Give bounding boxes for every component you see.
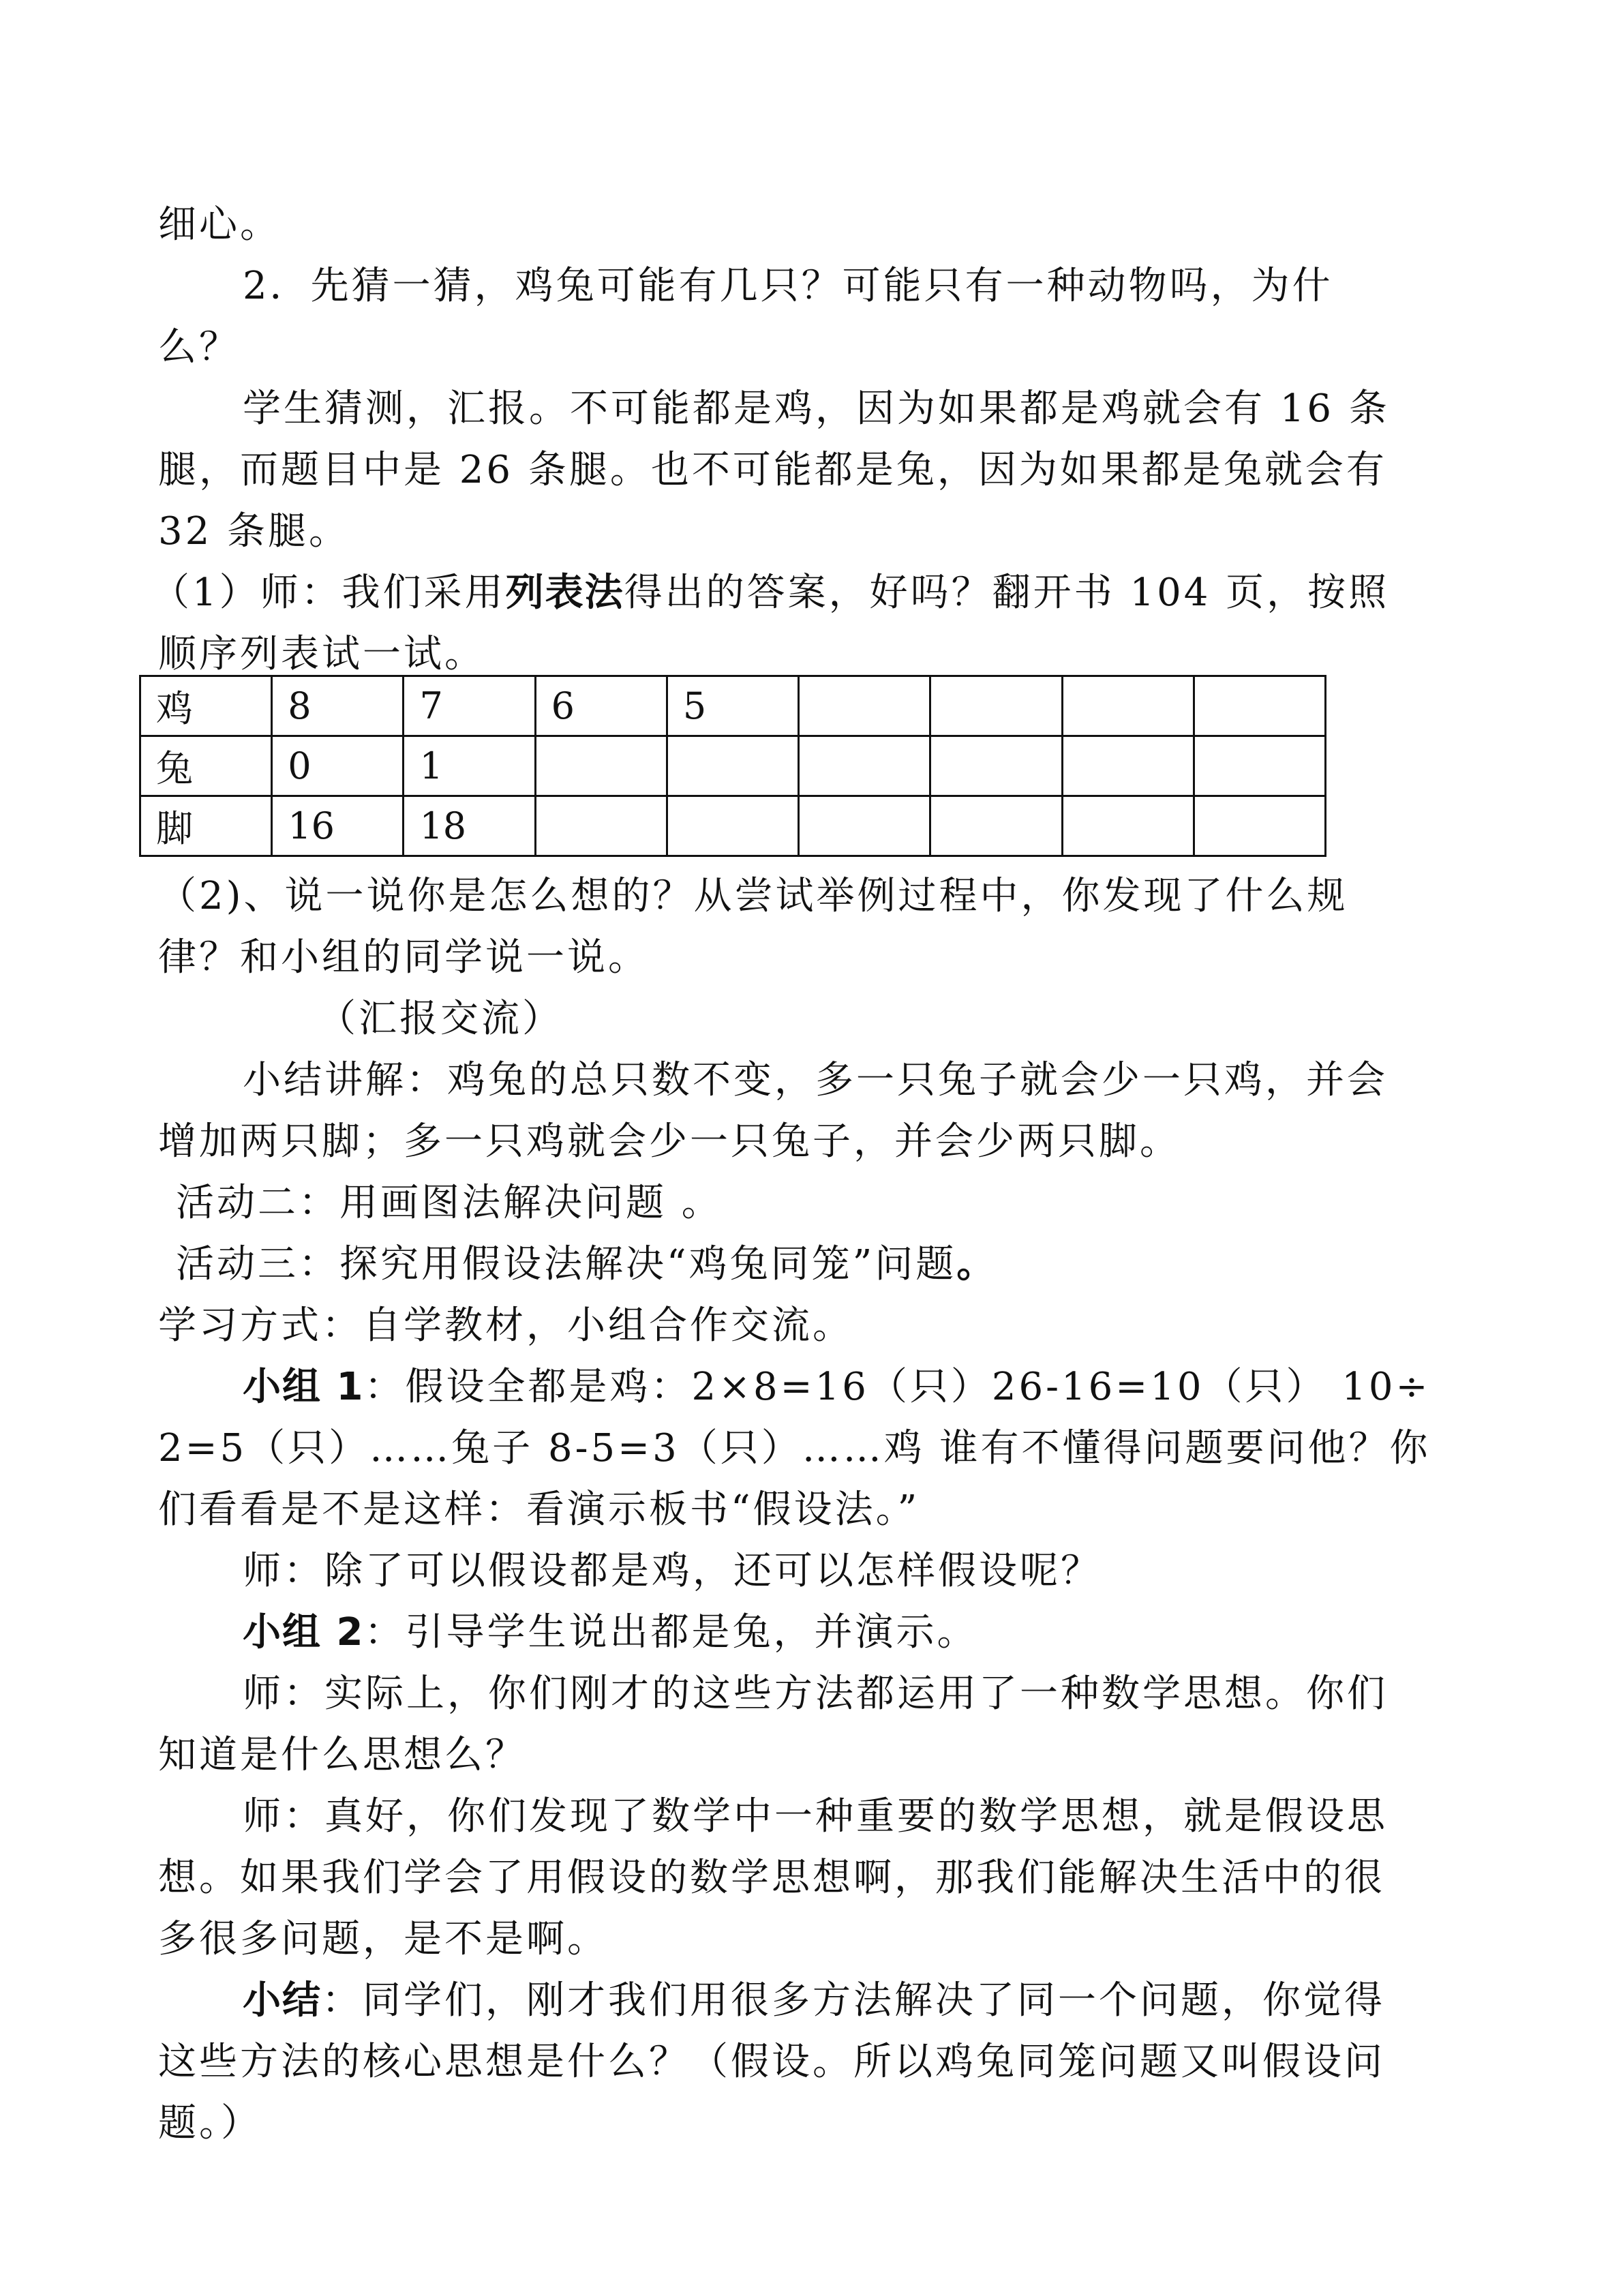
text-line: 想。如果我们学会了用假设的数学思想啊，那我们能解决生活中的很 (158, 1856, 1385, 1900)
table-cell (930, 676, 1062, 736)
text-line: 腿，而题目中是 26 条腿。也不可能都是兔，因为如果都是兔就会有 (158, 448, 1387, 492)
row-header-cell: 脚 (140, 796, 272, 856)
table-cell (1194, 736, 1325, 796)
row-header-cell: 兔 (140, 736, 272, 796)
chicken-rabbit-table (139, 675, 1326, 857)
text-line: 师：除了可以假设都是鸡，还可以怎样假设呢？ (243, 1549, 1102, 1593)
text-line: 32 条腿。 (158, 509, 350, 554)
text-run: 。 (956, 1242, 997, 1286)
text-run: ：假设全都是鸡：2×8=16（只）26-16=10（只） 10÷ (364, 1365, 1431, 1409)
text-line (151, 562, 1389, 624)
text-line: 小结讲解：鸡兔的总只数不变，多一只兔子就会少一只鸡，并会 (243, 1058, 1388, 1102)
table-cell: 6 (535, 676, 667, 736)
row-header-cell: 鸡 (140, 676, 272, 736)
text-run: ：同学们，刚才我们用很多方法解决了同一个问题，你觉得 (322, 1978, 1385, 2023)
text-line: 2=5（只）……兔子 8-5=3（只）……鸡 谁有不懂得问题要问他？你 (158, 1426, 1431, 1470)
text-line: 师：真好，你们发现了数学中一种重要的数学思想，就是假设思 (243, 1794, 1388, 1839)
text-run: 得出的答案，好吗？翻开书 104 页，按照 (624, 571, 1390, 615)
table-cell (1062, 796, 1194, 856)
table-cell (1194, 796, 1325, 856)
table-cell (799, 676, 930, 736)
text-line: 学习方式：自学教材，小组合作交流。 (158, 1303, 853, 1348)
table-cell (799, 736, 930, 796)
table-cell: 7 (404, 676, 535, 736)
text-line (176, 1234, 996, 1295)
bold-term: 小组 2 (243, 1610, 365, 1655)
table-cell: 18 (404, 796, 535, 856)
text-line (243, 1970, 1385, 2031)
table-cell (930, 796, 1062, 856)
text-line: 律？和小组的同学说一说。 (158, 935, 649, 980)
text-line: 多很多问题，是不是啊。 (158, 1917, 608, 1961)
text-line: 们看看是不是这样：看演示板书“假设法。” (158, 1487, 920, 1532)
bold-term: 小结 (243, 1978, 322, 2023)
text-line: 顺序列表试一试。 (158, 632, 485, 676)
text-run: 活动三：探究用假设法解决“鸡兔同笼”问题 (176, 1242, 957, 1286)
bold-term: 列表法 (505, 571, 624, 615)
text-line: 题。） (158, 2101, 262, 2145)
text-line: 这些方法的核心思想是什么？（假设。所以鸡兔同笼问题又叫假设问 (158, 2040, 1385, 2084)
text-line: 活动二：用画图法解决问题 。 (176, 1181, 723, 1225)
text-line: 师：实际上，你们刚才的这些方法都运用了一种数学思想。你们 (243, 1672, 1388, 1716)
table-cell (667, 796, 798, 856)
table-cell (667, 736, 798, 796)
text-line: 增加两只脚；多一只鸡就会少一只兔子，并会少两只脚。 (158, 1119, 1181, 1164)
table-row (140, 796, 1326, 856)
table-cell (799, 796, 930, 856)
text-line (243, 1602, 977, 1663)
text-line: （汇报交流） (318, 997, 563, 1041)
table-cell: 5 (667, 676, 798, 736)
table-row (140, 736, 1326, 796)
text-run: ：引导学生说出都是兔，并演示。 (364, 1610, 978, 1655)
table-cell: 1 (404, 736, 535, 796)
text-line: 细心。 (158, 202, 281, 247)
table-cell (535, 796, 667, 856)
text-line: 知道是什么思想么？ (158, 1733, 526, 1777)
table-cell (930, 736, 1062, 796)
table-cell: 16 (272, 796, 404, 856)
text-line: 学生猜测，汇报。不可能都是鸡，因为如果都是鸡就会有 16 条 (243, 387, 1390, 431)
bold-term: 小组 1 (243, 1365, 365, 1409)
text-line: （2)、说一说你是怎么想的？从尝试举例过程中，你发现了什么规 (158, 874, 1348, 918)
table-cell (1194, 676, 1325, 736)
table-cell (1062, 736, 1194, 796)
text-line: 么？ (158, 325, 240, 369)
text-line: 2．先猜一猜，鸡兔可能有几只？可能只有一种动物吗，为什 (243, 264, 1333, 308)
table-cell: 8 (272, 676, 404, 736)
text-run: （1）师：我们采用 (151, 571, 506, 615)
table-row (140, 676, 1326, 736)
table-cell (1062, 676, 1194, 736)
text-line (243, 1357, 1430, 1418)
table-cell (535, 736, 667, 796)
table-cell: 0 (272, 736, 404, 796)
